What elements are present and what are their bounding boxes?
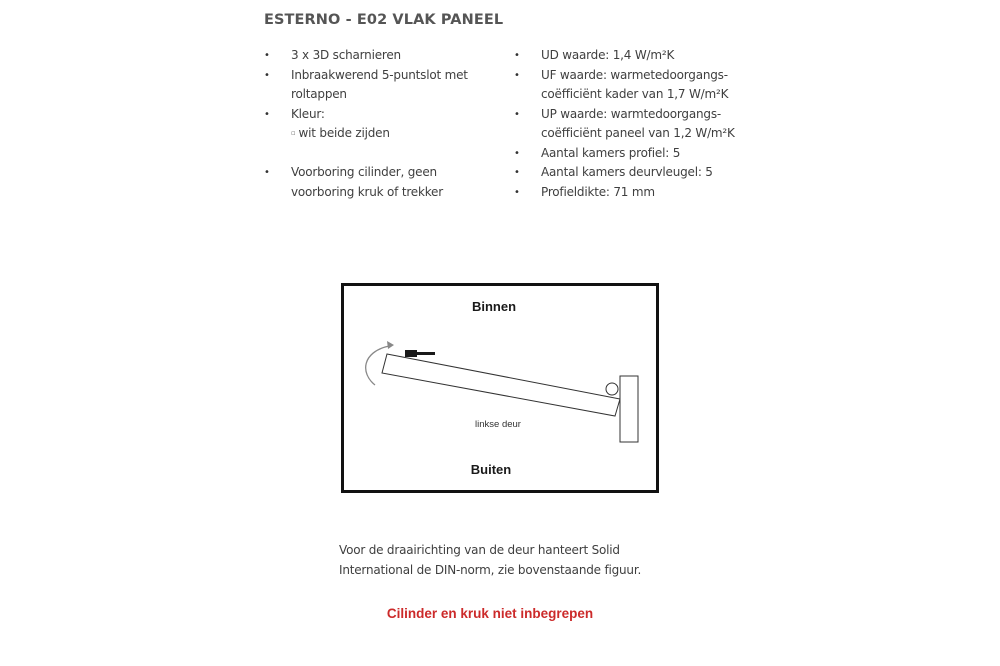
feature-text: UF waarde: warmetedoorgangs-coëfficiënt kader van 1,7 W/m²K [541,67,729,101]
product-title: ESTERNO - E02 VLAK PANEEL [264,12,504,28]
bullet-icon: • [514,50,520,61]
feature-item [262,66,502,105]
inside-label: Binnen [471,299,517,314]
feature-item [512,105,752,144]
door-type-label: linkse deur [475,419,521,430]
hinge-icon [606,383,618,395]
feature-item [262,46,502,66]
not-included-warning: Cilinder en kruk niet inbegrepen [386,606,594,621]
feature-text: UD waarde: 1,4 W/m²K [541,48,675,62]
door-direction-diagram [341,283,659,493]
feature-subtext: wit beide zijden [298,126,390,140]
din-norm-note: Voor de draairichting van de deur hanteert Solid International de DIN-norm, zie bovenstaande figuur. [339,543,642,577]
feature-subitem [291,124,502,144]
bullet-icon: • [514,108,520,120]
bullet-icon: • [514,147,520,159]
feature-item [512,183,752,203]
features-list-left [262,46,502,202]
outside-label: Buiten [470,462,512,477]
bullet-icon: • [514,186,520,198]
feature-text: Kleur: [291,106,325,121]
feature-text: Aantal kamers profiel: 5 [541,145,681,160]
feature-item [512,46,752,66]
bullet-icon: • [264,108,270,120]
feature-text: Inbraakwerend 5-puntslot met roltappen [291,67,468,101]
bullet-icon: • [514,167,520,178]
feature-item [512,144,752,164]
door-frame-icon [620,376,638,442]
door-panel-icon [382,354,620,416]
door-handle-icon [405,350,435,357]
feature-item [262,163,502,202]
small-square-icon: ▫ [291,129,296,137]
feature-item [512,66,752,105]
bullet-icon: • [264,69,270,81]
bullet-icon: • [264,167,270,178]
feature-item [512,163,752,183]
bullet-icon: • [264,50,270,61]
feature-item [262,105,502,144]
feature-text: UP waarde: warmtedoorgangs-coëfficiënt paneel van 1,2 W/m²K [541,106,735,140]
bullet-icon: • [514,69,520,81]
feature-text: 3 x 3D scharnieren [291,48,401,62]
feature-text: Voorboring cilinder, geen voorboring kruk of trekker [291,165,443,199]
feature-text: Profieldikte: 71 mm [541,184,655,199]
feature-text: Aantal kamers deurvleugel: 5 [541,165,713,179]
features-list-right [512,46,752,202]
